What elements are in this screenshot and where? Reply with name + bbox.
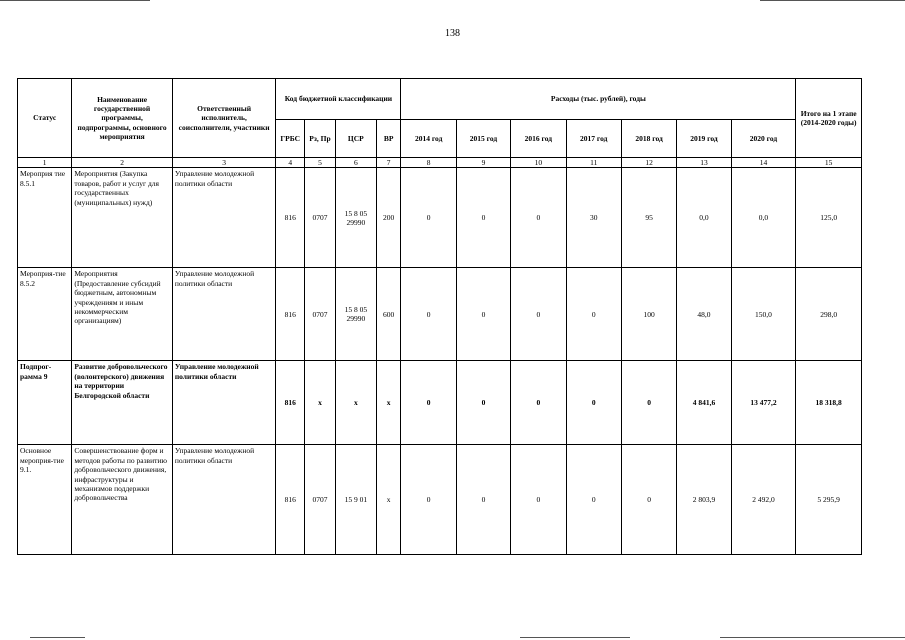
col-num: 13 xyxy=(677,158,731,168)
row-value-2015: 0 xyxy=(456,168,510,268)
top-rule-right xyxy=(760,0,905,1)
row-value-2018: 0 xyxy=(621,445,676,555)
header-csr: ЦСР xyxy=(335,120,376,158)
row-status: Мероприя-тие 8.5.2 xyxy=(18,268,72,361)
row-rzpr: х xyxy=(305,361,336,445)
col-num: 9 xyxy=(456,158,510,168)
table-row xyxy=(18,268,862,361)
row-value-2020: 2 492,0 xyxy=(731,445,796,555)
col-num: 14 xyxy=(731,158,796,168)
row-total: 5 295,9 xyxy=(796,445,862,555)
header-vr: ВР xyxy=(376,120,401,158)
row-value-2020: 150,0 xyxy=(731,268,796,361)
header-expenses: Расходы (тыс. рублей), годы xyxy=(401,79,796,120)
row-value-2019: 48,0 xyxy=(677,268,731,361)
col-num: 7 xyxy=(376,158,401,168)
row-executor: Управление молодежной политики области xyxy=(172,168,276,268)
table-row xyxy=(18,361,862,445)
row-vr: 600 xyxy=(376,268,401,361)
row-value-2014: 0 xyxy=(401,168,456,268)
row-grbs: 816 xyxy=(276,445,305,555)
col-num: 8 xyxy=(401,158,456,168)
row-csr: 15 8 05 29990 xyxy=(335,168,376,268)
row-executor: Управление молодежной политики области xyxy=(172,268,276,361)
row-executor: Управление молодежной политики области xyxy=(172,445,276,555)
row-value-2016: 0 xyxy=(511,361,566,445)
header-year-2018: 2018 год xyxy=(621,120,676,158)
row-total: 298,0 xyxy=(796,268,862,361)
row-value-2016: 0 xyxy=(511,445,566,555)
col-num: 15 xyxy=(796,158,862,168)
row-rzpr: 0707 xyxy=(305,168,336,268)
row-value-2019: 0,0 xyxy=(677,168,731,268)
header-year-2015: 2015 год xyxy=(456,120,510,158)
header-executor: Ответственный исполнитель, соисполнители, участники xyxy=(172,79,276,158)
row-grbs: 816 xyxy=(276,361,305,445)
col-num: 2 xyxy=(72,158,172,168)
row-value-2017: 0 xyxy=(566,445,621,555)
row-name: Мероприятия (Предоставление субсидий бюджетным, автономным учреждениям и иным некоммерческим организациям) xyxy=(72,268,172,361)
row-value-2014: 0 xyxy=(401,445,456,555)
row-vr: х xyxy=(376,445,401,555)
table-row xyxy=(18,445,862,555)
row-value-2018: 100 xyxy=(621,268,676,361)
row-value-2018: 0 xyxy=(621,361,676,445)
row-csr: 15 8 05 29990 xyxy=(335,268,376,361)
row-value-2016: 0 xyxy=(511,268,566,361)
col-num: 10 xyxy=(511,158,566,168)
header-budget-code: Код бюджетной классификации xyxy=(276,79,401,120)
header-status: Статус xyxy=(18,79,72,158)
row-value-2014: 0 xyxy=(401,268,456,361)
row-value-2017: 0 xyxy=(566,361,621,445)
column-number-row xyxy=(18,158,862,168)
header-year-2020: 2020 год xyxy=(731,120,796,158)
budget-table xyxy=(17,78,862,555)
top-rule-left xyxy=(0,0,150,1)
row-status: Мероприя тие 8.5.1 xyxy=(18,168,72,268)
row-value-2016: 0 xyxy=(511,168,566,268)
row-value-2020: 0,0 xyxy=(731,168,796,268)
row-value-2015: 0 xyxy=(456,361,510,445)
row-value-2015: 0 xyxy=(456,268,510,361)
row-name: Мероприятия (Закупка товаров, работ и услуг для государственных (муниципальных) нужд) xyxy=(72,168,172,268)
row-value-2019: 2 803,9 xyxy=(677,445,731,555)
row-rzpr: 0707 xyxy=(305,445,336,555)
col-num: 1 xyxy=(18,158,72,168)
bottom-rule-right xyxy=(720,637,905,638)
header-total: Итого на 1 этапе (2014-2020 годы) xyxy=(796,79,862,158)
row-value-2018: 95 xyxy=(621,168,676,268)
col-num: 6 xyxy=(335,158,376,168)
header-grbs: ГРБС xyxy=(276,120,305,158)
row-name: Совершенствование форм и методов работы по развитию добровольческого движения, инфраструктуры и механизмов поддержки добровольчества xyxy=(72,445,172,555)
row-csr: 15 9 01 xyxy=(335,445,376,555)
row-value-2017: 0 xyxy=(566,268,621,361)
row-value-2020: 13 477,2 xyxy=(731,361,796,445)
row-value-2015: 0 xyxy=(456,445,510,555)
row-value-2017: 30 xyxy=(566,168,621,268)
row-total: 18 318,8 xyxy=(796,361,862,445)
header-year-2019: 2019 год xyxy=(677,120,731,158)
header-year-2014: 2014 год xyxy=(401,120,456,158)
row-grbs: 816 xyxy=(276,268,305,361)
col-num: 4 xyxy=(276,158,305,168)
row-grbs: 816 xyxy=(276,168,305,268)
bottom-rule-mid xyxy=(520,637,630,638)
row-vr: 200 xyxy=(376,168,401,268)
row-csr: х xyxy=(335,361,376,445)
row-value-2019: 4 841,6 xyxy=(677,361,731,445)
col-num: 3 xyxy=(172,158,276,168)
row-total: 125,0 xyxy=(796,168,862,268)
header-rzpr: Рз, Пр xyxy=(305,120,336,158)
table-row xyxy=(18,168,862,268)
row-name: Развитие добровольческого (волонтерского) движения на территории Белгородской области xyxy=(72,361,172,445)
row-vr: х xyxy=(376,361,401,445)
page-number: 138 xyxy=(445,28,460,39)
col-num: 12 xyxy=(621,158,676,168)
row-status: Подпрог-рамма 9 xyxy=(18,361,72,445)
header-name: Наименование государственной программы, подпрограммы, основного мероприятия xyxy=(72,79,172,158)
header-year-2016: 2016 год xyxy=(511,120,566,158)
col-num: 11 xyxy=(566,158,621,168)
row-executor: Управление молодежной политики области xyxy=(172,361,276,445)
bottom-rule-left xyxy=(30,637,85,638)
header-year-2017: 2017 год xyxy=(566,120,621,158)
row-status: Основное мероприя-тие 9.1. xyxy=(18,445,72,555)
col-num: 5 xyxy=(305,158,336,168)
row-value-2014: 0 xyxy=(401,361,456,445)
row-rzpr: 0707 xyxy=(305,268,336,361)
